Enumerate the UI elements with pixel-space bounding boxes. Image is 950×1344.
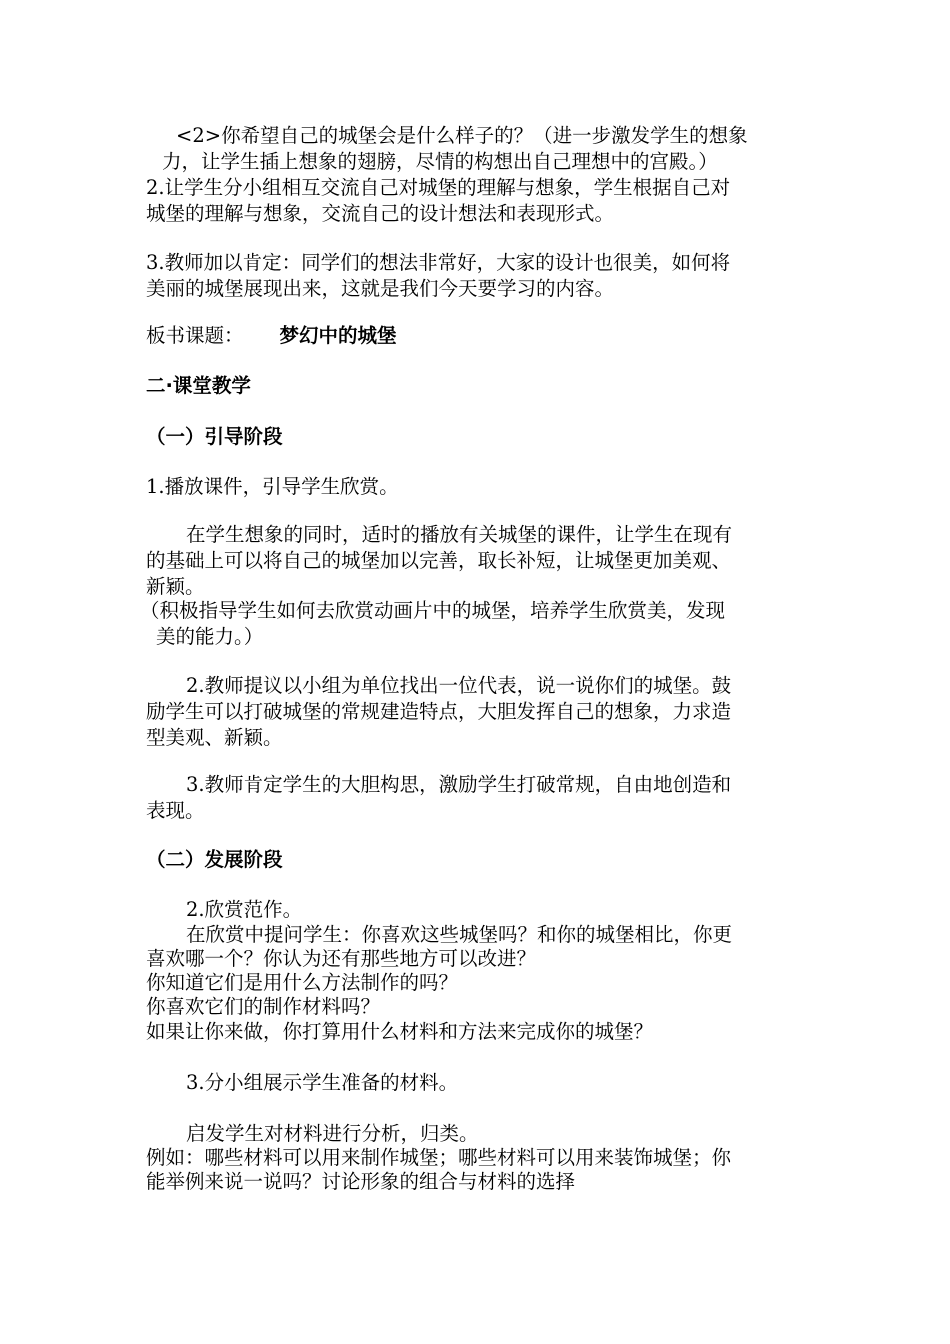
stage-1-note-line-2: 美的能力。）: [156, 625, 264, 648]
stage-2-item-2: 2.欣赏范作。: [186, 898, 303, 921]
stage-1-item-2-line-1: 2.教师提议以小组为单位找出一位代表，说一说你们的城堡。鼓: [186, 674, 732, 697]
stage-1-para-line-2: 的基础上可以将自己的城堡加以完善，取长补短，让城堡更加美观、: [146, 549, 732, 572]
stage-2-heading: （二）发展阶段: [146, 848, 283, 871]
stage-2-example-line-2: 能举例来说一说吗？讨论形象的组合与材料的选择: [146, 1170, 576, 1193]
stage-1-item-2-line-3: 型美观、新颖。: [146, 726, 283, 749]
question-2-line-1: <2>你希望自己的城堡会是什么样子的？（进一步激发学生的想象: [176, 124, 748, 147]
stage-2-question-line-5: 如果让你来做，你打算用什么材料和方法来完成你的城堡？: [146, 1020, 654, 1043]
stage-1-item-1: 1.播放课件，引导学生欣赏。: [146, 475, 399, 498]
stage-1-para-line-1: 在学生想象的同时，适时的播放有关城堡的课件，让学生在现有: [186, 523, 733, 546]
stage-1-note-line-1: （积极指导学生如何去欣赏动画片中的城堡，培养学生欣赏美，发现: [140, 599, 726, 622]
stage-1-heading: （一）引导阶段: [146, 425, 283, 448]
stage-2-item-3: 3.分小组展示学生准备的材料。: [186, 1071, 459, 1094]
question-2-line-2: 力，让学生插上想象的翅膀，尽情的构想出自己理想中的宫殿。）: [162, 150, 718, 173]
board-title-row: [146, 323, 397, 349]
section-2-heading: 二·课堂教学: [146, 374, 251, 397]
stage-2-question-line-3: 你知道它们是用什么方法制作的吗？: [146, 971, 459, 994]
stage-1-item-2-line-2: 励学生可以打破城堡的常规建造特点，大胆发挥自己的想象，力求造: [146, 700, 732, 723]
stage-1-item-3-line-1: 3.教师肯定学生的大胆构思，激励学生打破常规，自由地创造和: [186, 773, 732, 796]
stage-2-question-line-1: 在欣赏中提问学生：你喜欢这些城堡吗？和你的城堡相比，你更: [186, 923, 733, 946]
intro-item-3-line-2: 美丽的城堡展现出来，这就是我们今天要学习的内容。: [146, 277, 615, 300]
stage-1-item-3-line-2: 表现。: [146, 799, 205, 822]
stage-1-para-line-3: 新颖。: [146, 575, 205, 598]
intro-item-3-line-1: 3.教师加以肯定：同学们的想法非常好，大家的设计也很美，如何将: [146, 251, 731, 274]
stage-2-example-line-1: 例如：哪些材料可以用来制作城堡；哪些材料可以用来装饰城堡；你: [146, 1146, 732, 1169]
intro-item-2-line-2: 城堡的理解与想象，交流自己的设计想法和表现形式。: [146, 202, 615, 225]
board-title-label: 板书课题：: [146, 324, 244, 347]
stage-2-question-line-4: 你喜欢它们的制作材料吗？: [146, 995, 381, 1018]
stage-2-analysis-line: 启发学生对材料进行分析，归类。: [186, 1122, 479, 1145]
board-title: 梦幻中的城堡: [279, 324, 397, 347]
intro-item-2-line-1: 2.让学生分小组相互交流自己对城堡的理解与想象，学生根据自己对: [146, 176, 731, 199]
stage-2-question-line-2: 喜欢哪一个？你认为还有那些地方可以改进？: [146, 947, 537, 970]
